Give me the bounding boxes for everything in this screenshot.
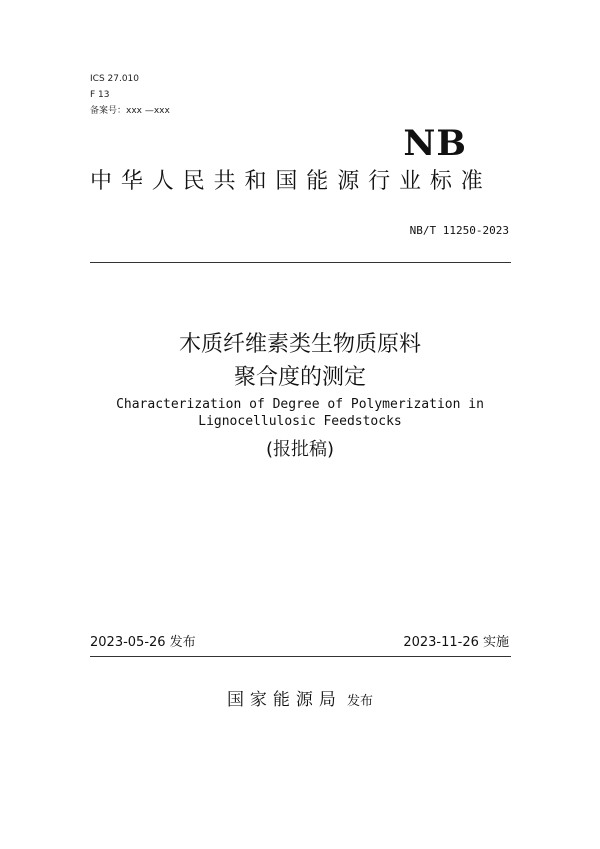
effective-date: 2023-11-26 实施 (403, 635, 509, 650)
issue-date: 2023-05-26 发布 (90, 635, 196, 650)
publish-word: 发布 (347, 694, 374, 709)
publisher-name: 国家能源局 (226, 690, 342, 710)
classification-code: F 13 (90, 90, 110, 100)
ics-code: ICS 27.010 (90, 74, 140, 84)
standard-number: NB/T 11250-2023 (409, 224, 509, 237)
title-cn-line2: 聚合度的测定 (233, 365, 366, 390)
publisher-line (0, 688, 600, 714)
title-en-line2: Lignocellulosic Feedstocks (198, 414, 402, 429)
draft-status: (报批稿) (265, 439, 335, 460)
title-cn-line1: 木质纤维素类生物质原料 (178, 332, 421, 357)
standard-category-title: 中华人民共和国能源行业标准 (90, 169, 492, 194)
bottom-divider (90, 656, 511, 657)
title-en-line1: Characterization of Degree of Polymerization in (116, 397, 484, 412)
top-divider (90, 262, 511, 263)
nb-logo: NB (403, 123, 467, 164)
record-number: 备案号：xxx —xxx (90, 106, 170, 116)
